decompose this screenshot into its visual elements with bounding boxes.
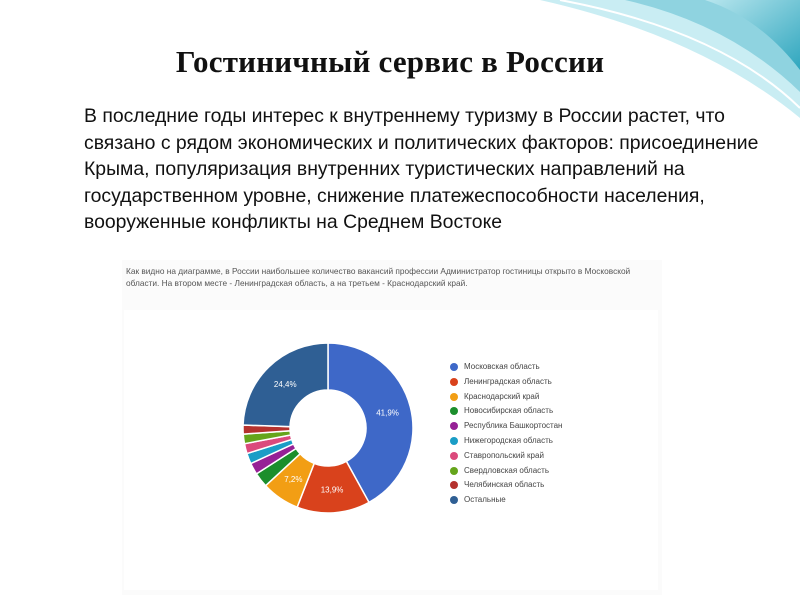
donut-chart	[124, 310, 444, 590]
legend-item	[450, 404, 562, 419]
legend-swatch	[450, 407, 458, 415]
legend-swatch	[450, 496, 458, 504]
legend-label: Московская область	[464, 362, 540, 371]
slide-body-text: В последние годы интерес к внутреннему туризму в России растет, что связано с рядом экономических и политических факторов: присоединение Крыма, популяризация внутренних туристических направлений на государственном уровне, снижение платежеспособности населения, вооруженные конфликты на Среднем Востоке	[84, 105, 759, 233]
chart-panel	[124, 310, 658, 590]
chart-legend	[450, 360, 562, 508]
legend-item	[450, 419, 562, 434]
legend-item	[450, 434, 562, 449]
legend-label: Новосибирская область	[464, 406, 554, 416]
legend-label: Нижегородская область	[464, 435, 553, 445]
legend-swatch	[450, 422, 458, 430]
legend-label: Свердловская область	[464, 465, 549, 475]
donut-data-label: 41,9%	[376, 408, 399, 418]
legend-swatch	[450, 393, 458, 401]
chart-caption: Как видно на диаграмме, в России наибольшее количество вакансий профессии Администратор гостиницы открыто в Московской области. На втором месте - Ленинградская область, а на третьем - Краснодарский край.	[126, 266, 631, 288]
legend-item	[450, 478, 562, 493]
donut-data-label: 13,9%	[320, 485, 344, 495]
slide-title: Гостиничный сервис в России	[175, 44, 605, 79]
legend-swatch	[450, 467, 458, 475]
chart-figure	[122, 260, 662, 595]
legend-label: Краснодарский край	[464, 391, 540, 401]
legend-label: Республика Башкортостан	[464, 421, 563, 431]
legend-swatch	[450, 437, 458, 445]
legend-swatch	[450, 452, 458, 460]
legend-swatch	[450, 481, 458, 489]
legend-item	[450, 360, 562, 375]
legend-swatch	[450, 363, 458, 371]
legend-label: Ставропольский край	[464, 450, 544, 460]
legend-label: Челябинская область	[464, 480, 545, 490]
legend-item	[450, 449, 562, 464]
legend-item	[450, 464, 562, 479]
donut-data-label: 24,4%	[273, 379, 297, 389]
legend-item	[450, 493, 562, 508]
legend-item	[450, 390, 562, 405]
legend-label: Остальные	[464, 495, 506, 505]
legend-item	[450, 375, 562, 390]
legend-label: Ленинградская область	[464, 376, 552, 386]
legend-swatch	[450, 378, 458, 386]
donut-data-label: 7,2%	[284, 474, 303, 484]
